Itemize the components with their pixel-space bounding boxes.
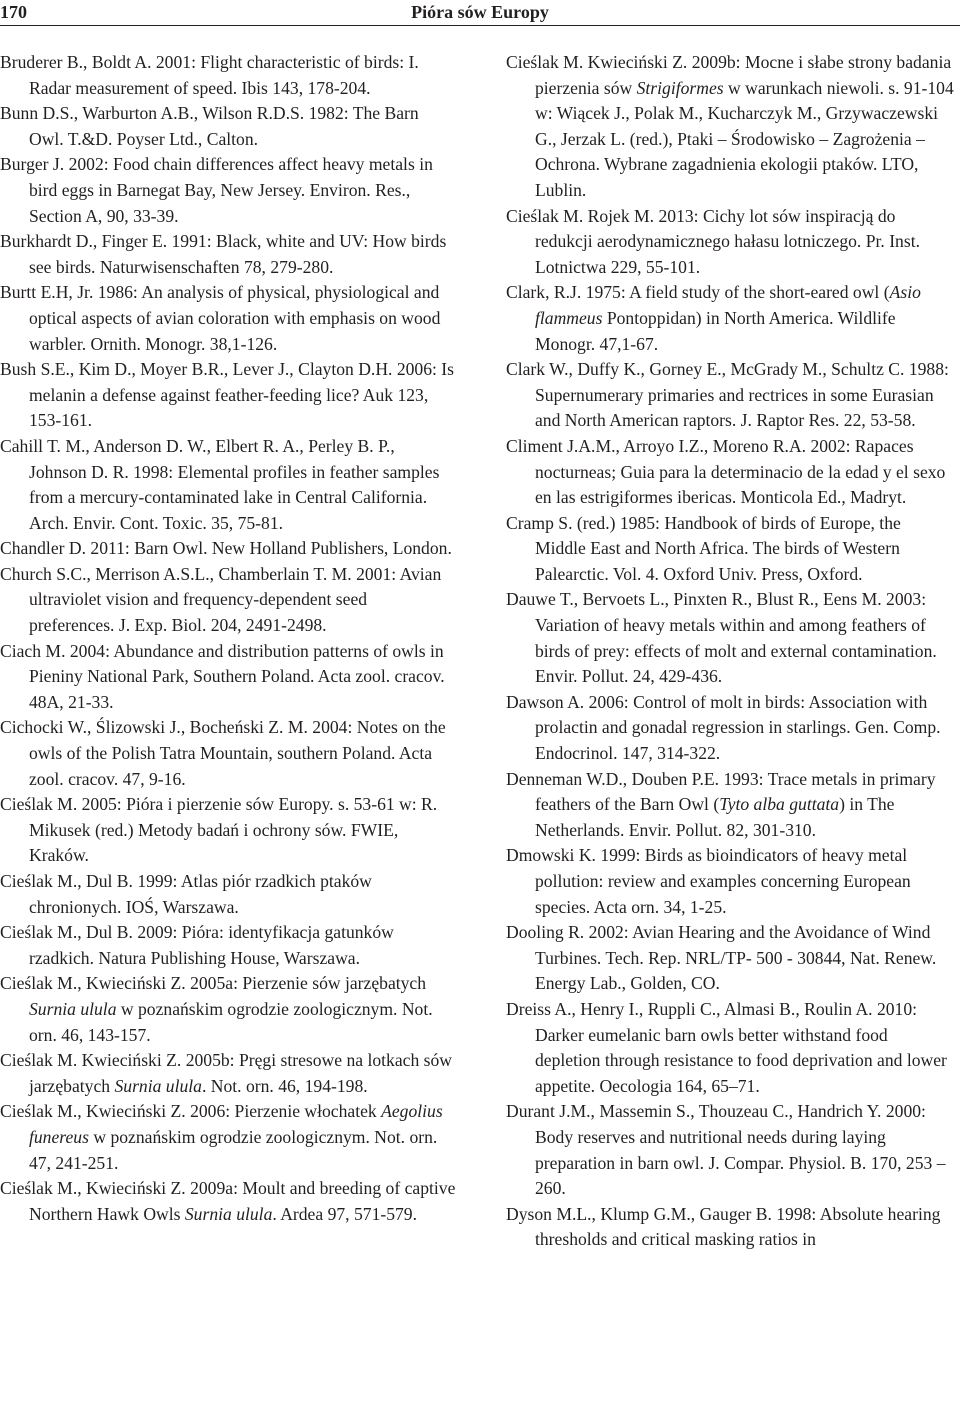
species-name: Asio flammeus — [535, 282, 921, 328]
reference-text: w poznańskim ogrodzie zoologicznym. Not. orn. 46, 143-157. — [29, 998, 433, 1045]
page-header — [0, 0, 960, 26]
reference-entry: Ciach M. 2004: Abundance and distribution patterns of owls in Pieniny National Park, Southern Poland. Acta zool. cracov. 48A, 21-33. — [0, 640, 445, 712]
reference-entry: Bunn D.S., Warburton A.B., Wilson R.D.S. 1982: The Barn Owl. T.&D. Poyser Ltd., Calton. — [0, 103, 419, 149]
page-number: 170 — [0, 2, 27, 22]
reference-entry — [0, 1048, 456, 1099]
reference-text: . Ardea 97, 571-579. — [272, 1203, 418, 1224]
reference-entry: Cieślak M., Dul B. 1999: Atlas piór rzadkich ptaków chronionych. IOŚ, Warszawa. — [0, 871, 372, 917]
species-name: Surnia ulula — [184, 1203, 273, 1224]
reference-entry: Cramp S. (red.) 1985: Handbook of birds of Europe, the Middle East and North Africa. The birds of Western Palearctic. Vol. 4. Oxford Univ. Press, Oxford. — [506, 512, 901, 584]
reference-entry — [0, 971, 456, 1048]
reference-text: Cieślak M., Kwieciński Z. 2009a: Moult and breeding of captive Northern Hawk Owls — [0, 1178, 456, 1224]
reference-entry: Cieślak M., Dul B. 2009: Pióra: identyfikacja gatunków rzadkich. Natura Publishing House, Warszawa. — [0, 922, 394, 968]
reference-entry: Church S.C., Merrison A.S.L., Chamberlain T. M. 2001: Avian ultraviolet vision and frequency-dependent seed preferences. J. Exp. Biol. 204, 2491-2498. — [0, 563, 442, 636]
reference-entry: Dyson M.L., Klump G.M., Gauger B. 1998: Absolute hearing thresholds and critical masking ratios in — [506, 1203, 941, 1250]
reference-entry: Burger J. 2002: Food chain differences affect heavy metals in bird eggs in Barnegat Bay, New Jersey. Environ. Res., Section A, 90, 33-39. — [0, 154, 433, 226]
reference-entry: Dauwe T., Bervoets L., Pinxten R., Blust R., Eens M. 2003: Variation of heavy metals within and among feathers of birds of prey: effects of molt and external contamination. Envir. Pollut. 24, 429-436. — [506, 589, 937, 687]
reference-entry: Durant J.M., Massemin S., Thouzeau C., Handrich Y. 2000: Body reserves and nutritional needs during laying preparation in barn owl. J. Compar. Physiol. B. 170, 253 – 260. — [506, 1101, 946, 1199]
reference-entry: Dreiss A., Henry I., Ruppli C., Almasi B., Roulin A. 2010: Darker eumelanic barn owls better withstand food depletion through resistance to food deprivation and lower appetite. Oecologia 164, 65–71. — [506, 998, 947, 1096]
reference-text: . Not. orn. 46, 194-198. — [201, 1075, 368, 1096]
reference-entry — [0, 1099, 456, 1176]
reference-entry: Cieślak M. Rojek M. 2013: Cichy lot sów inspiracją do redukcji aerodynamicznego hałasu lotniczego. Pr. Inst. Lotnictwa 229, 55-101. — [506, 205, 920, 277]
reference-text: Cieślak M., Kwieciński Z. 2006: Pierzenie włochatek — [0, 1101, 382, 1122]
reference-entry: Dooling R. 2002: Avian Hearing and the Avoidance of Wind Turbines. Tech. Rep. NRL/TP- 500 - 30844, Nat. Renew. Energy Lab., Golden, CO. — [506, 922, 937, 994]
reference-entry: Bruderer B., Boldt A. 2001: Flight characteristic of birds: I. Radar measurement of speed. Ibis 143, 178-204. — [0, 52, 419, 98]
species-name: Aegolius funereus — [29, 1101, 443, 1147]
reference-entry: Clark W., Duffy K., Gorney E., McGrady M., Schultz C. 1988: Supernumerary primaries and rectrices in some Eurasian and North American raptors. J. Raptor Res. 22, 53-58. — [506, 359, 949, 431]
reference-entry — [506, 280, 956, 357]
reference-text: Pontoppidan) in North America. Wildlife Monogr. 47,1-67. — [535, 307, 896, 354]
reference-entry: Chandler D. 2011: Barn Owl. New Holland Publishers, London. — [0, 538, 452, 559]
species-name: Tyto alba guttata — [719, 794, 840, 815]
reference-text: w warunkach niewoli. s. 91-104 w: Wiącek J., Polak M., Kucharczyk M., Grzywaczewski G., Jerzak L. (red.), Ptaki – Środowisko – Zagrożenia – Ochrona. Wybrane zagadnienia ekologii ptaków. LTO, Lublin. — [535, 77, 954, 200]
reference-entry: Burtt E.H, Jr. 1986: An analysis of physical, physiological and optical aspects of avian coloration with emphasis on wood warbler. Ornith. Monogr. 38,1-126. — [0, 282, 441, 354]
reference-entry — [506, 767, 956, 844]
references-column-left — [0, 50, 456, 1227]
reference-entry: Bush S.E., Kim D., Moyer B.R., Lever J., Clayton D.H. 2006: Is melanin a defense against feather-feeding lice? Auk 123, 153-161. — [0, 359, 455, 431]
species-name: Surnia ulula — [29, 998, 117, 1019]
reference-text: Cieślak M. Kwieciński Z. 2005b: Pręgi stresowe na lotkach sów jarzębatych — [0, 1050, 452, 1096]
reference-entry: Dawson A. 2006: Control of molt in birds: Association with prolactin and gonadal regression in starlings. Gen. Comp. Endocrinol. 147, 314-322. — [506, 691, 941, 764]
reference-entry: Cahill T. M., Anderson D. W., Elbert R. A., Perley B. P., Johnson D. R. 1998: Elemental profiles in feather samples from a mercury-contaminated lake in Central California. Arch. Envir. Cont. Toxic. 35, 75-81. — [0, 435, 440, 533]
reference-text: Denneman W.D., Douben P.E. 1993: Trace metals in primary feathers of the Barn Owl ( — [506, 768, 936, 815]
reference-entry — [506, 50, 956, 204]
reference-text: Clark, R.J. 1975: A field study of the short-eared owl ( — [506, 282, 890, 303]
references-column-right — [506, 50, 956, 1253]
reference-entry: Climent J.A.M., Arroyo I.Z., Moreno R.A. 2002: Rapaces nocturneas; Guia para la determinacio de la edad y el sexo en las estrigiformes ibericas. Monticola Ed., Madryt. — [506, 435, 946, 508]
reference-text: ) in The Netherlands. Envir. Pollut. 82, 301-310. — [535, 794, 895, 840]
reference-entry — [0, 1176, 456, 1227]
reference-text: Cieślak M., Kwieciński Z. 2005a: Pierzenie sów jarzębatych — [0, 973, 427, 994]
species-name: Surnia ulula — [114, 1075, 202, 1096]
running-title: Pióra sów Europy — [411, 2, 549, 22]
reference-text: w poznańskim ogrodzie zoologicznym. Not. orn. 47, 241-251. — [29, 1126, 438, 1173]
reference-entry: Cichocki W., Ślizowski J., Bocheński Z. M. 2004: Notes on the owls of the Polish Tatra Mountain, southern Poland. Acta zool. cracov. 47, 9-16. — [0, 717, 446, 789]
reference-entry: Dmowski K. 1999: Birds as bioindicators of heavy metal pollution: review and examples concerning European species. Acta orn. 34, 1-25. — [506, 845, 911, 917]
reference-text: Cieślak M. Kwieciński Z. 2009b: Mocne i słabe strony badania pierzenia sów — [506, 52, 952, 98]
species-name: Strigiformes — [636, 77, 724, 98]
header-rule — [0, 25, 960, 26]
reference-entry: Burkhardt D., Finger E. 1991: Black, white and UV: How birds see birds. Naturwisenschaften 78, 279-280. — [0, 231, 447, 277]
reference-entry: Cieślak M. 2005: Pióra i pierzenie sów Europy. s. 53-61 w: R. Mikusek (red.) Metody badań i ochrony sów. FWIE, Kraków. — [0, 794, 438, 866]
